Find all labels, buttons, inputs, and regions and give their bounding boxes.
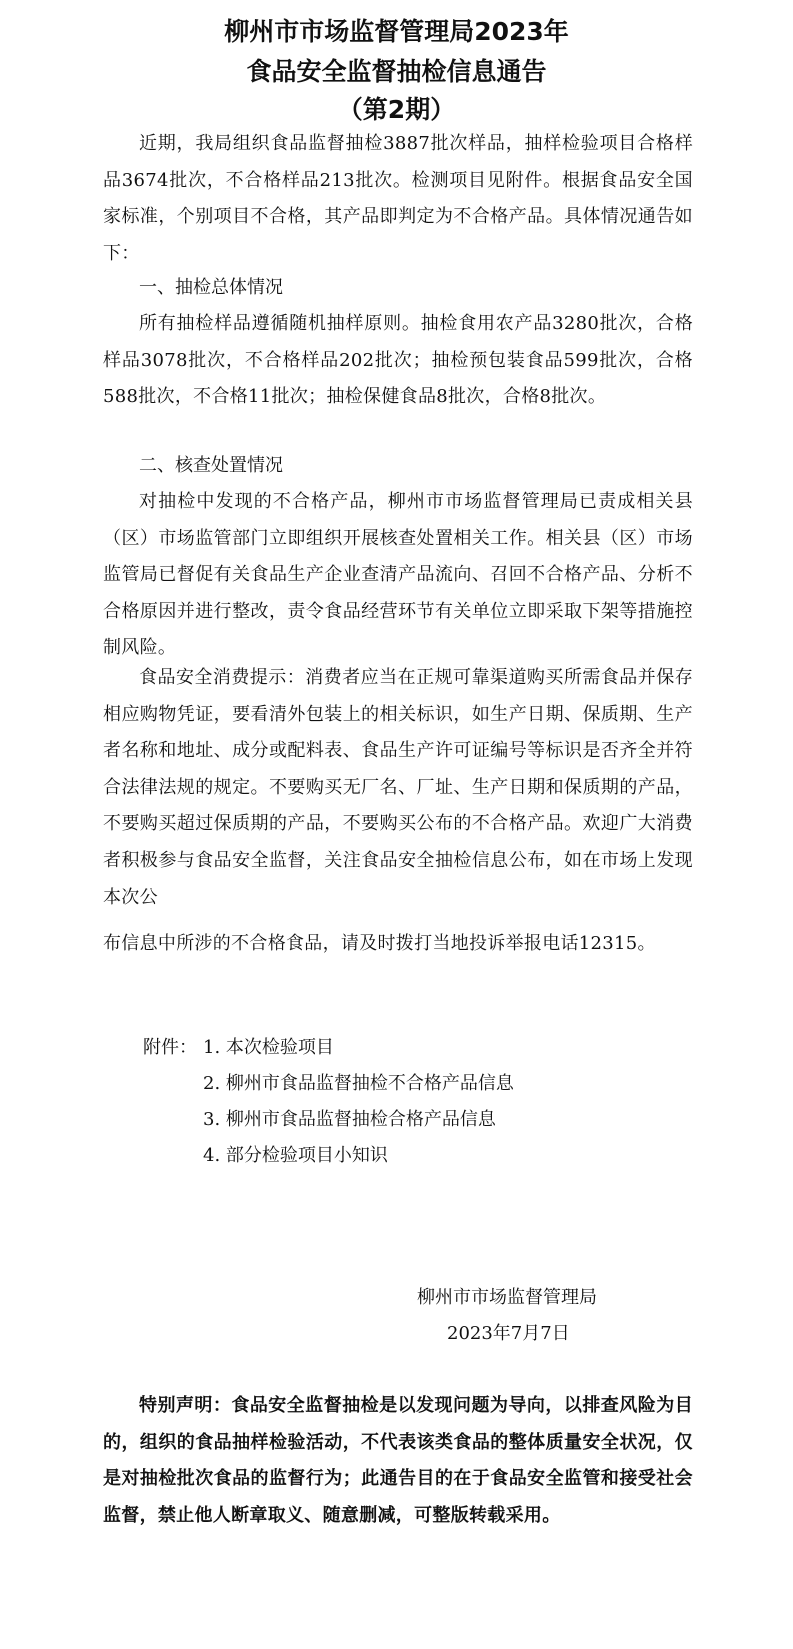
attachment-item: 2. 柳州市食品监督抽检不合格产品信息	[203, 1073, 514, 1094]
intro-paragraph: 近期，我局组织食品监督抽检3887批次样品，抽样检验项目合格样品3674批次，不合格样品213批次。检测项目见附件。根据食品安全国家标准，个别项目不合格，其产品即判定为不合格产品。具体情况通告如下：	[103, 133, 693, 264]
consumer-tips-paragraph-cont: 布信息中所涉的不合格食品，请及时拨打当地投诉举报电话12315。	[103, 933, 656, 954]
attachment-item: 1. 本次检验项目	[203, 1037, 334, 1058]
notice-title-line1: 柳州市市场监督管理局2023年	[224, 17, 569, 46]
section2-paragraph: 对抽检中发现的不合格产品，柳州市市场监督管理局已责成相关县（区）市场监管部门立即组织开展核查处置相关工作。相关县（区）市场监管局已督促有关食品生产企业查清产品流向、召回不合格产品、分析不合格原因并进行整改，责令食品经营环节有关单位立即采取下架等措施控制风险。	[103, 491, 693, 659]
signature-org: 柳州市市场监督管理局	[417, 1287, 597, 1308]
attachment-item: 3. 柳州市食品监督抽检合格产品信息	[203, 1109, 496, 1130]
section1-heading: 一、抽检总体情况	[139, 277, 283, 298]
signature-date: 2023年7月7日	[447, 1323, 570, 1344]
notice-title-line2: 食品安全监督抽检信息通告	[246, 57, 547, 86]
special-disclaimer: 特别声明：食品安全监督抽检是以发现问题为导向，以排查风险为目的，组织的食品抽样检验活动，不代表该类食品的整体质量安全状况，仅是对抽检批次食品的监督行为；此通告目的在于食品安全监管和接受社会监督，禁止他人断章取义、随意删减，可整版转载采用。	[103, 1395, 693, 1526]
notice-title-issue: （第2期）	[337, 95, 456, 124]
section2-heading: 二、核查处置情况	[139, 455, 283, 476]
consumer-tips-paragraph: 食品安全消费提示：消费者应当在正规可靠渠道购买所需食品并保存相应购物凭证，要看清外包装上的相关标识，如生产日期、保质期、生产者名称和地址、成分或配料表、食品生产许可证编号等标识是否齐全并符合法律法规的规定。不要购买无厂名、厂址、生产日期和保质期的产品，不要购买超过保质期的产品，不要购买公布的不合格产品。欢迎广大消费者积极参与食品安全监督，关注食品安全抽检信息公布，如在市场上发现本次公	[103, 667, 693, 908]
attachments-label: 附件：	[143, 1037, 197, 1058]
section1-paragraph: 所有抽检样品遵循随机抽样原则。抽检食用农产品3280批次，合格样品3078批次，不合格样品202批次；抽检预包装食品599批次，合格588批次，不合格11批次；抽检保健食品8批次，合格8批次。	[103, 313, 693, 408]
attachment-item: 4. 部分检验项目小知识	[203, 1145, 388, 1166]
